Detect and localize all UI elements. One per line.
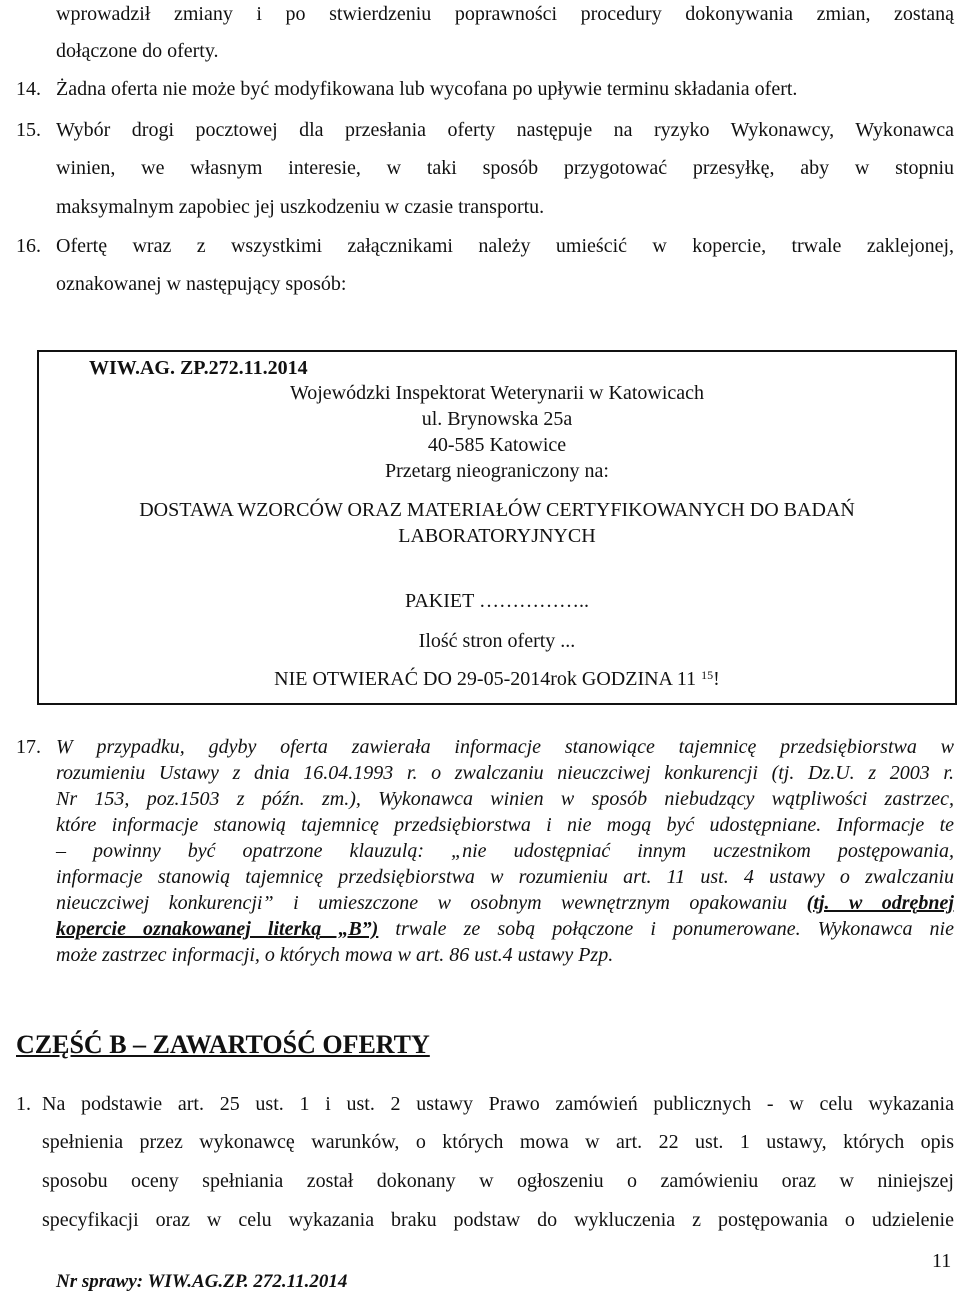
section-b-p1-number: 1.	[16, 1093, 31, 1115]
case-number: Nr sprawy: WIW.AG.ZP. 272.11.2014	[56, 1271, 348, 1292]
envelope-institution: Wojewódzki Inspektorat Weterynarii w Katowicach	[289, 382, 705, 404]
p17-line-4: które informacje stanowią tajemnicę przedsiębiorstwa i nie mogą być udostępniane. Informacje te	[56, 814, 954, 836]
p13-line-2: dołączone do oferty.	[56, 40, 219, 62]
p15-line-3: maksymalnym zapobiec jej uszkodzeniu w czasie transportu.	[56, 196, 545, 218]
envelope-city: 40-585 Katowice	[427, 434, 567, 456]
p17-line-9: może zastrzec informacji, o których mowa w art. 86 ust.4 ustawy Pzp.	[56, 944, 614, 966]
envelope-warning	[39, 667, 955, 691]
p16-number: 16.	[16, 235, 41, 257]
p14-number: 14.	[16, 78, 41, 100]
p17-line-1: W przypadku, gdyby oferta zawierała informacje stanowiące tajemnicę przedsiębiorstwa w	[56, 736, 954, 758]
envelope-ref: WIW.AG. ZP.272.11.2014	[89, 357, 308, 379]
envelope-package: PAKIET ……………..	[405, 590, 589, 612]
p14-text: Żadna oferta nie może być modyfikowana lub wycofana po upływie terminu składania ofert.	[56, 78, 798, 100]
section-b-p1-line-1: Na podstawie art. 25 ust. 1 i ust. 2 ustawy Prawo zamówień publicznych - w celu wykazania	[42, 1093, 954, 1115]
p17-line-7-text: nieuczciwej konkurencji” i umieszczone w osobnym wewnętrznym opakowaniu	[56, 892, 807, 914]
p17-line-8-text: trwale ze sobą połączone i ponumerowane. Wykonawca nie	[378, 918, 954, 940]
p17-number: 17.	[16, 736, 41, 758]
envelope-subject-line-2: LABORATORYJNYCH	[398, 525, 596, 547]
p17-line-8	[56, 917, 954, 941]
p17-line-7-emphasis: (tj. w odrębnej	[806, 892, 954, 914]
envelope-street: ul. Brynowska 25a	[421, 408, 573, 430]
page-number: 11	[932, 1250, 952, 1272]
p16-line-1: Ofertę wraz z wszystkimi załącznikami należy umieścić w kopercie, trwale zaklejonej,	[56, 235, 954, 257]
section-b-heading: CZĘŚĆ B – ZAWARTOŚĆ OFERTY	[16, 1030, 430, 1059]
envelope-warning-text: NIE OTWIERAĆ DO 29-05-2014rok GODZINA 11	[274, 668, 697, 690]
p13-line-1: wprowadził zmiany i po stwierdzeniu poprawności procedury dokonywania zmian, zostaną	[56, 3, 954, 25]
envelope-tender: Przetarg nieograniczony na:	[385, 460, 609, 482]
p17-line-8-emphasis: kopercie oznakowanej literką „B”)	[56, 918, 379, 940]
envelope-label-box	[37, 350, 957, 705]
envelope-subject-line-1: DOSTAWA WZORCÓW ORAZ MATERIAŁÓW CERTYFIKOWANYCH DO BADAŃ	[139, 499, 855, 521]
p16-line-2: oznakowanej w następujący sposób:	[56, 273, 347, 295]
envelope-warning-minutes: 15	[701, 668, 714, 682]
section-b-p1-line-2: spełnienia przez wykonawcę warunków, o których mowa w art. 22 ust. 1 ustawy, których opis	[42, 1131, 954, 1153]
p17-line-5: – powinny być opatrzone klauzulą: „nie udostępniać innym uczestnikom postępowania,	[56, 840, 954, 862]
section-b-p1-line-4: specyfikacji oraz w celu wykazania braku podstaw do wykluczenia z postępowania o udzielenie	[42, 1209, 954, 1231]
p15-line-2: winien, we własnym interesie, w taki sposób przygotować przesyłkę, aby w stopniu	[56, 157, 954, 179]
section-b-p1-line-3: sposobu oceny spełniania został dokonany w ogłoszeniu o zamówieniu oraz w niniejszej	[42, 1170, 954, 1192]
envelope-warning-end: !	[713, 668, 720, 690]
p17-line-3: Nr 153, poz.1503 z późn. zm.), Wykonawca winien w sposób niebudzący wątpliwości zastrzec,	[56, 788, 954, 810]
p17-line-6: informacje stanowią tajemnicę przedsiębiorstwa w rozumieniu art. 11 ust. 4 ustawy o zwalczaniu	[56, 866, 954, 888]
p17-line-7	[56, 891, 954, 915]
p15-number: 15.	[16, 119, 41, 141]
p15-line-1: Wybór drogi pocztowej dla przesłania oferty następuje na ryzyko Wykonawcy, Wykonawca	[56, 119, 954, 141]
p17-line-2: rozumieniu Ustawy z dnia 16.04.1993 r. o zwalczaniu nieuczciwej konkurencji (tj. Dz.U. z 2003 r.	[56, 762, 954, 784]
envelope-pages: Ilość stron oferty ...	[418, 630, 576, 652]
